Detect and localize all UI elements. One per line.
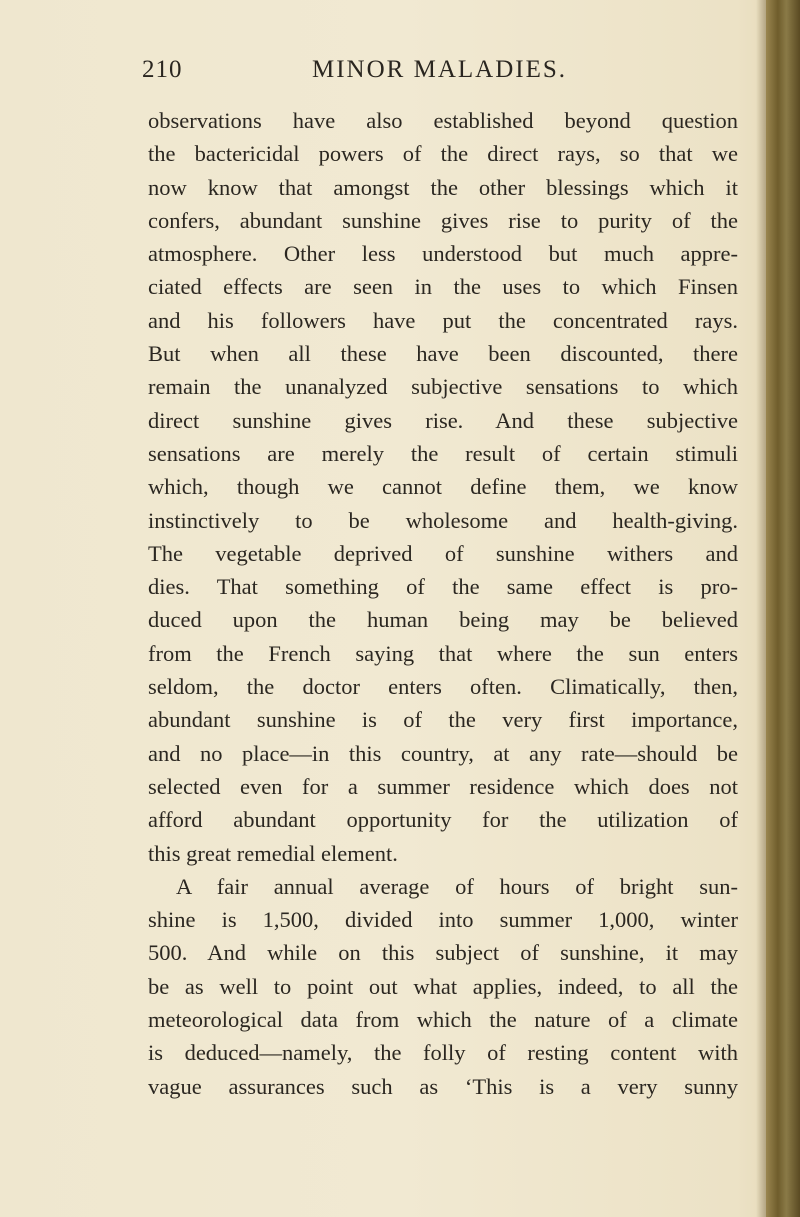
text-line: 500. And while on this subject of sunshine, it may xyxy=(148,940,738,966)
text-line: atmosphere. Other less understood but much appre- xyxy=(148,241,738,267)
text-line: and his followers have put the concentrated rays. xyxy=(148,307,738,333)
text-line: duced upon the human being may be believed xyxy=(148,607,738,633)
page-number: 210 xyxy=(142,56,183,83)
text-line: vague assurances such as ‘This is a very sunny xyxy=(148,1073,738,1099)
text-line: is deduced—namely, the folly of resting content with xyxy=(148,1040,738,1066)
text-line: and no place—in this country, at any rate—should be xyxy=(148,740,738,766)
text-line: ciated effects are seen in the uses to which Finsen xyxy=(148,274,738,300)
text-line: which, though we cannot define them, we know xyxy=(148,474,738,500)
paragraph-2 xyxy=(148,870,738,1103)
text-line: The vegetable deprived of sunshine withers and xyxy=(148,540,738,566)
page-gutter-shadow xyxy=(756,0,766,1217)
text-line: selected even for a summer residence which does not xyxy=(148,773,738,799)
text-line: confers, abundant sunshine gives rise to purity of the xyxy=(148,207,738,233)
text-line: direct sunshine gives rise. And these subjective xyxy=(148,407,738,433)
text-line: instinctively to be wholesome and health-giving. xyxy=(148,507,738,533)
text-line: from the French saying that where the sun enters xyxy=(148,640,738,666)
text-line: A fair annual average of hours of bright sun- xyxy=(176,873,738,899)
text-line: meteorological data from which the nature of a climate xyxy=(148,1007,738,1033)
page-header xyxy=(116,56,736,96)
text-line: the bactericidal powers of the direct rays, so that we xyxy=(148,141,738,167)
running-head: MINOR MALADIES. xyxy=(312,56,567,83)
text-line: sensations are merely the result of certain stimuli xyxy=(148,440,738,466)
paragraph-1 xyxy=(148,104,738,870)
text-line: be as well to point out what applies, indeed, to all the xyxy=(148,973,738,999)
text-line: now know that amongst the other blessings which it xyxy=(148,174,738,200)
text-line: shine is 1,500, divided into summer 1,000, winter xyxy=(148,907,738,933)
body-text xyxy=(148,104,738,1103)
text-line: observations have also established beyond question xyxy=(148,108,738,133)
text-line: this great remedial element. xyxy=(148,840,398,866)
text-line: remain the unanalyzed subjective sensations to which xyxy=(148,374,738,400)
book-spine xyxy=(766,0,800,1217)
text-line: abundant sunshine is of the very first importance, xyxy=(148,707,738,733)
text-line: But when all these have been discounted, there xyxy=(148,341,738,367)
text-line: dies. That something of the same effect is pro- xyxy=(148,574,738,600)
text-line: afford abundant opportunity for the utilization of xyxy=(148,807,738,833)
text-line: seldom, the doctor enters often. Climatically, then, xyxy=(148,674,738,700)
